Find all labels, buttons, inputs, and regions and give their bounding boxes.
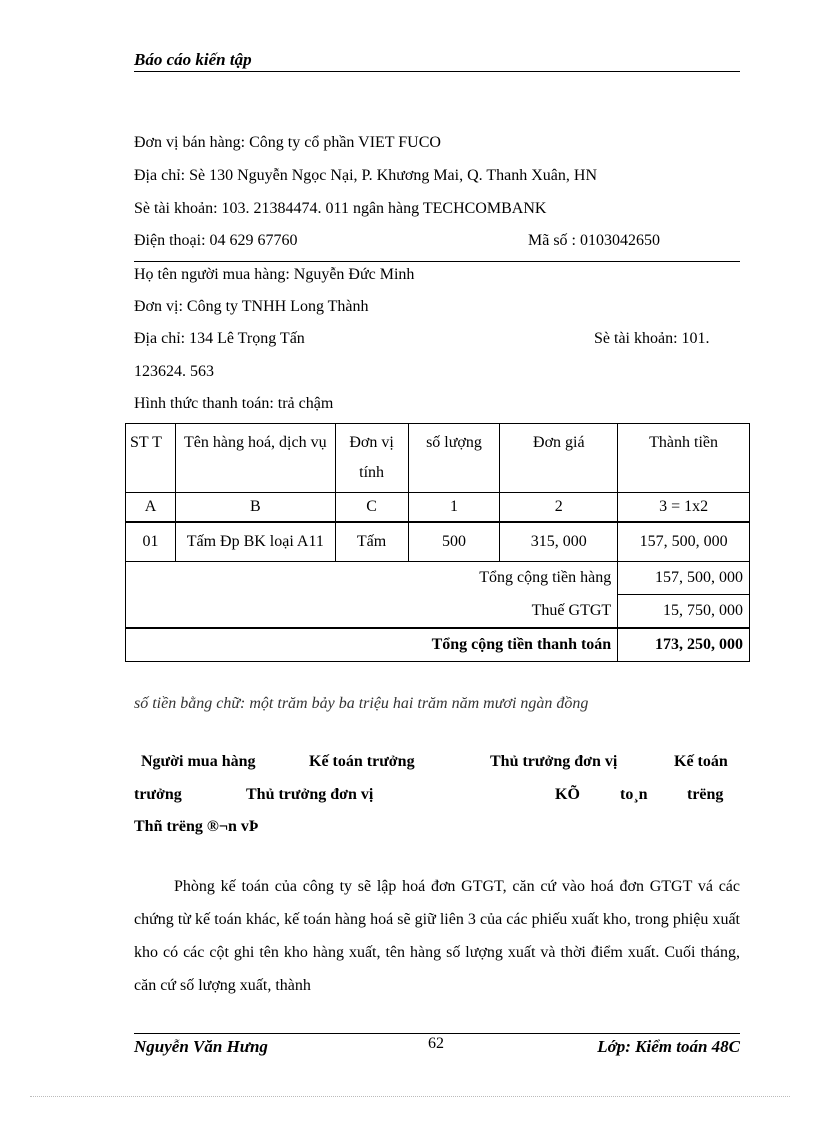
header-divider [134, 71, 740, 72]
code-c: C [335, 493, 408, 523]
buyer-name: Họ tên người mua hàng: Nguyễn Đức Minh [134, 266, 415, 283]
sig-accountant: Kế toán [674, 753, 728, 770]
seller-account: Sè tài khoản: 103. 21384474. 011 ngân hàng TECHCOMBANK [134, 200, 547, 217]
table-row [126, 522, 750, 562]
amount-in-words: số tiền bằng chữ: một trăm bảy ba triệu hai trăm năm mươi ngàn đồng [134, 695, 589, 712]
sig-line3: Thñ trëng ®¬n vÞ [134, 818, 259, 835]
sig-line2-c: KÕ [555, 786, 580, 803]
seller-phone: Điện thoại: 04 629 67760 [134, 232, 298, 249]
subtotal-value: 157, 500, 000 [618, 562, 750, 595]
sig-buyer: Người mua hàng [141, 753, 256, 770]
header-stt: ST T [126, 424, 176, 493]
total-value: 173, 250, 000 [618, 628, 750, 662]
sig-line2-d: to¸n [620, 786, 648, 803]
header-name: Tên hàng hoá, dịch vụ [175, 424, 335, 493]
sig-line2-b: Thủ trưởng đơn vị [246, 786, 374, 803]
vat-row [126, 595, 750, 629]
table-header-row [126, 424, 750, 493]
sig-line2-e: trëng [687, 786, 724, 803]
seller-address: Địa chỉ: Sè 130 Nguyễn Ngọc Nại, P. Khương Mai, Q. Thanh Xuân, HN [134, 167, 597, 184]
row-stt: 01 [126, 522, 176, 562]
buyer-account-cont: 123624. 563 [134, 363, 214, 380]
sig-line2-a: trưởng [134, 786, 182, 803]
subtotal-row [126, 562, 750, 595]
subtotal-label: Tổng cộng tiền hàng [126, 562, 618, 595]
total-label: Tổng cộng tiền thanh toán [126, 628, 618, 662]
sig-chief-accountant: Kế toán trưởng [309, 753, 415, 770]
page-number: 62 [428, 1035, 444, 1052]
vat-value: 15, 750, 000 [618, 595, 750, 629]
code-b: B [175, 493, 335, 523]
seller-tax-code: Mã số : 0103042650 [528, 232, 660, 249]
code-3: 3 = 1x2 [618, 493, 750, 523]
header-price: Đơn giá [500, 424, 618, 493]
payment-method: Hình thức thanh toán: trả chậm [134, 395, 334, 412]
code-1: 1 [408, 493, 500, 523]
row-unit: Tấm [335, 522, 408, 562]
row-name: Tấm Đp BK loại A11 [175, 522, 335, 562]
header-unit: Đơn vị tính [335, 424, 408, 493]
code-2: 2 [500, 493, 618, 523]
sig-director: Thủ trưởng đơn vị [490, 753, 618, 770]
row-price: 315, 000 [500, 522, 618, 562]
section-divider [134, 261, 740, 262]
footer-divider [134, 1033, 740, 1034]
code-a: A [126, 493, 176, 523]
row-amount: 157, 500, 000 [618, 522, 750, 562]
footer-class: Lớp: Kiểm toán 48C [597, 1037, 740, 1056]
buyer-unit: Đơn vị: Công ty TNHH Long Thành [134, 298, 369, 315]
buyer-address: Địa chỉ: 134 Lê Trọng Tấn [134, 330, 305, 347]
seller-unit: Đơn vị bán hàng: Công ty cổ phần VIET FUCO [134, 134, 441, 151]
total-row [126, 628, 750, 662]
page-bottom-edge [30, 1096, 790, 1097]
invoice-table [125, 423, 750, 662]
report-header-title: Báo cáo kiến tập [134, 50, 252, 69]
header-qty: số lượng [408, 424, 500, 493]
body-paragraph: Phòng kế toán của công ty sẽ lập hoá đơn GTGT, căn cứ vào hoá đơn GTGT vá các chứng từ kế toán khác, kế toán hàng hoá sẽ giữ liên 3 của các phiếu xuất kho, trong phiệu xuất kho có các cột ghi tên kho hàng xuất, tên hàng số lượng xuất và thời điểm xuất. Cuối tháng, căn cứ số lượng xuất, thành [134, 878, 740, 994]
vat-label: Thuế GTGT [126, 595, 618, 629]
buyer-account: Sè tài khoản: 101. [594, 330, 710, 347]
footer-author: Nguyễn Văn Hưng [134, 1037, 268, 1056]
table-code-row [126, 493, 750, 523]
header-amount: Thành tiền [618, 424, 750, 493]
row-qty: 500 [408, 522, 500, 562]
